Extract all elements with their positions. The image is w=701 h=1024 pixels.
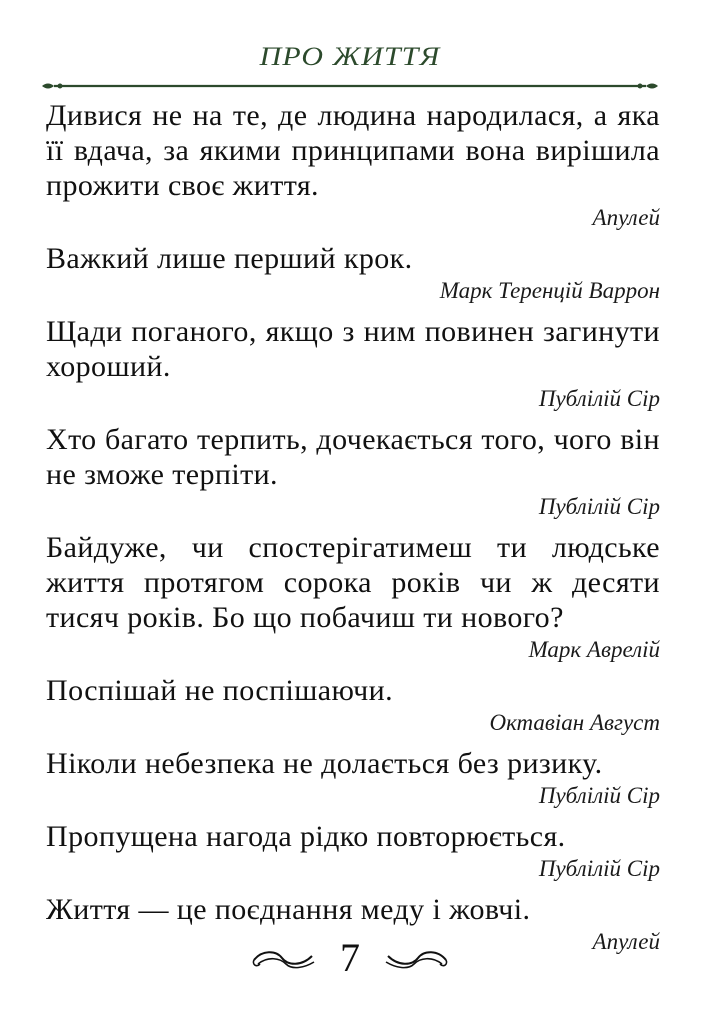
swirl-ornament-icon [380, 948, 450, 972]
page-footer [250, 930, 450, 990]
page-number: 7 [340, 935, 360, 980]
quote-text: Дивися не на те, де людина народилася, а яка її вдача, за якими принципами вона вирішила прожити своє життя. [46, 99, 660, 202]
quote-author: Марк Аврелій [528, 637, 660, 662]
quote-text: Життя — це поєднання меду і жовчі. [46, 893, 531, 926]
quote-item [46, 241, 660, 306]
quotes-list [46, 98, 660, 965]
quote-text: Пропущена нагода рідко повторюється. [46, 820, 566, 853]
quote-author: Публілій Сір [538, 386, 660, 411]
quote-author: Апулей [592, 205, 660, 230]
quote-author: Марк Теренцій Варрон [439, 278, 660, 303]
quote-author: Публілій Сір [538, 494, 660, 519]
quote-text: Байдуже, чи спостерігатимеш ти людське життя протягом сорока років чи ж десяти тисяч років. Бо що побачиш ти нового? [46, 531, 660, 634]
section-title: ПРО ЖИТТЯ [259, 42, 441, 71]
quote-author: Публілій Сір [538, 856, 660, 881]
quote-text: Щади поганого, якщо з ним повинен загинути хороший. [46, 315, 660, 383]
quote-item [46, 98, 660, 233]
quote-item [46, 314, 660, 414]
ornamental-rule [40, 78, 660, 94]
quote-item [46, 422, 660, 522]
quote-author: Октавіан Август [489, 710, 660, 735]
quote-author: Публілій Сір [538, 783, 660, 808]
quote-item [46, 673, 660, 738]
quote-item [46, 746, 660, 811]
quote-text: Ніколи небезпека не долається без ризику. [46, 747, 603, 780]
quote-text: Поспішай не поспішаючи. [46, 674, 393, 707]
quote-text: Хто багато терпить, дочекається того, чого він не зможе терпіти. [46, 423, 660, 491]
page-header [40, 38, 660, 98]
quote-item [46, 530, 660, 665]
quote-text: Важкий лише перший крок. [46, 242, 413, 275]
quote-author: Апулей [592, 929, 660, 954]
quote-item [46, 819, 660, 884]
